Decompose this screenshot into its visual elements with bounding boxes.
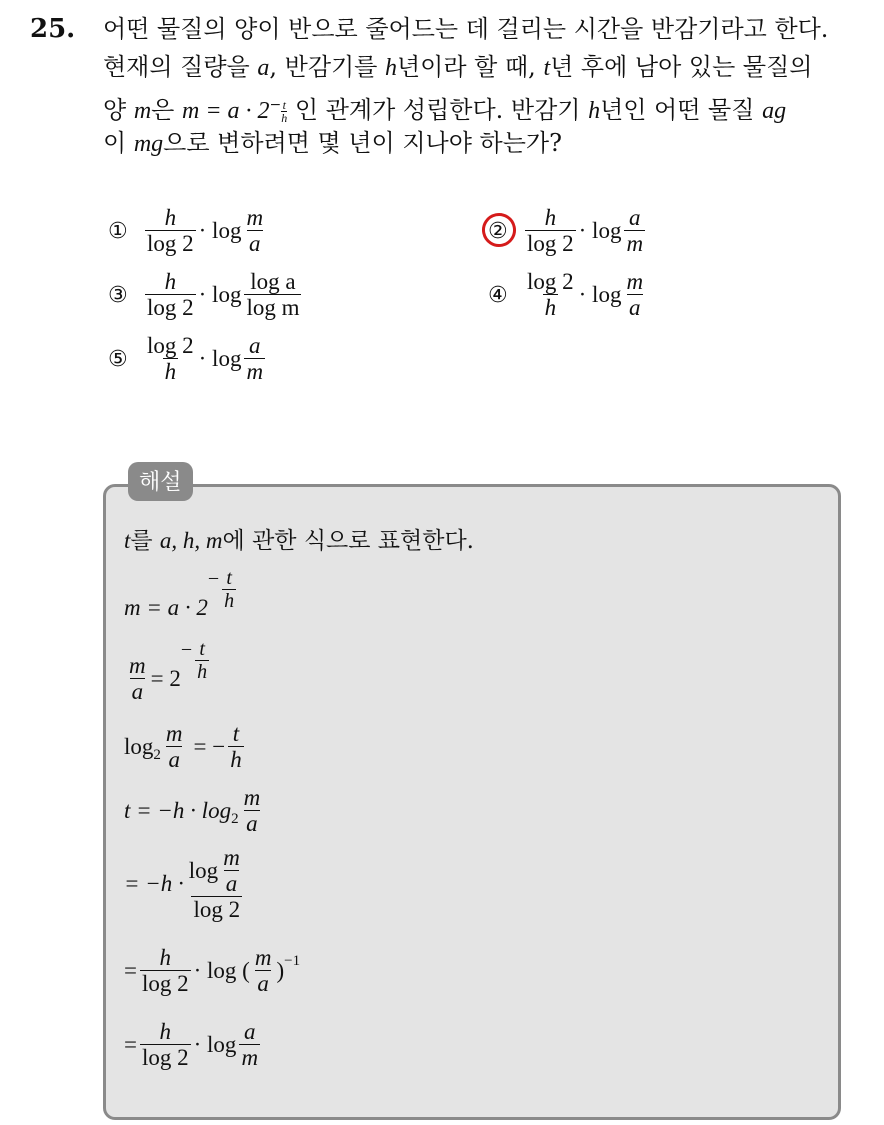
fraction xyxy=(145,270,196,320)
solution-tag: 해설 xyxy=(128,462,193,501)
text: 년이라 할 때, xyxy=(397,53,544,81)
lhs: t = −h · log xyxy=(124,798,232,824)
var-m: m xyxy=(133,98,152,124)
step-7 xyxy=(124,1020,263,1070)
selected-circle-icon xyxy=(479,210,519,250)
num: m xyxy=(223,845,240,870)
question-line-4 xyxy=(103,128,562,159)
text: , 반감기를 xyxy=(269,53,385,81)
exponent xyxy=(181,639,212,683)
fraction xyxy=(222,568,236,612)
num: h xyxy=(159,945,172,970)
log-base: 2 xyxy=(153,746,161,763)
fraction xyxy=(244,206,265,256)
question-line-3 xyxy=(103,90,786,126)
den: log 2 xyxy=(147,295,194,321)
den: a xyxy=(131,679,144,705)
choice-1[interactable] xyxy=(108,206,268,256)
text: 에 관한 식으로 표현한다. xyxy=(222,528,474,554)
text: 인 관계가 성립한다. 반감기 xyxy=(287,96,589,124)
step-5 xyxy=(124,846,250,923)
equals: = xyxy=(124,1032,137,1058)
vars: a, h, m xyxy=(159,528,223,553)
fraction xyxy=(253,946,274,996)
fraction xyxy=(525,270,576,320)
var-t: t xyxy=(124,528,131,553)
num: m xyxy=(626,269,644,294)
text: 이 xyxy=(103,129,134,157)
choice-3[interactable] xyxy=(108,270,304,320)
text: 를 xyxy=(130,528,160,554)
fraction xyxy=(221,846,242,896)
choice-5[interactable] xyxy=(108,334,268,384)
den: a xyxy=(257,971,269,997)
exponent xyxy=(208,568,239,612)
num: t xyxy=(226,567,232,589)
den: h xyxy=(281,111,288,125)
log: log xyxy=(188,858,219,884)
fraction xyxy=(525,206,576,256)
num: log a xyxy=(250,269,296,294)
operator: · log xyxy=(198,346,242,372)
operator: · log ( xyxy=(193,958,250,984)
num: h xyxy=(544,205,557,230)
num: m xyxy=(129,653,146,678)
choice-2[interactable] xyxy=(488,206,648,256)
text: 은 xyxy=(151,96,182,124)
num: a xyxy=(244,1019,256,1044)
fraction xyxy=(228,722,244,772)
num: m xyxy=(165,721,183,746)
fraction xyxy=(244,270,301,320)
den: log 2 xyxy=(141,1045,189,1071)
step-2 xyxy=(124,638,212,705)
text: 으로 변하려면 몇 년이 지나야 하는가? xyxy=(163,129,562,157)
question-number: 25. xyxy=(30,14,76,44)
var-t: t xyxy=(543,55,551,81)
var-h: h xyxy=(588,98,601,124)
fraction xyxy=(127,654,148,704)
fraction xyxy=(187,846,247,923)
den: m xyxy=(246,359,264,385)
step-4 xyxy=(124,786,265,836)
den: h xyxy=(197,661,208,684)
num xyxy=(187,846,247,896)
minus: − xyxy=(207,568,220,590)
num: t xyxy=(232,721,240,746)
den: h xyxy=(544,295,557,321)
choice-mark: ③ xyxy=(108,282,128,308)
den: log 2 xyxy=(527,231,574,257)
den: a xyxy=(246,811,258,837)
log-base: 2 xyxy=(231,810,239,827)
operator: · log xyxy=(198,282,242,308)
den: a xyxy=(168,747,180,773)
step-6 xyxy=(124,946,300,996)
step-1 xyxy=(124,567,239,630)
num: h xyxy=(159,1019,172,1044)
num: a xyxy=(249,333,261,358)
log: log xyxy=(124,734,154,760)
fraction xyxy=(164,722,185,772)
var-mg: mg xyxy=(133,131,164,157)
operator: · log xyxy=(578,218,622,244)
var-h: h xyxy=(385,55,397,81)
fraction xyxy=(239,1020,260,1070)
equals-minus: = − xyxy=(193,734,226,760)
fraction xyxy=(624,206,645,256)
num: log 2 xyxy=(147,333,194,358)
fraction xyxy=(145,334,196,384)
question-line-2 xyxy=(103,52,812,83)
formula: m = a · 2 xyxy=(182,98,270,124)
den: log m xyxy=(246,295,300,321)
num: log 2 xyxy=(527,269,574,294)
fraction xyxy=(140,1020,191,1070)
den: log 2 xyxy=(147,231,194,257)
fraction xyxy=(145,206,196,256)
num: t xyxy=(282,98,286,112)
operator: · log xyxy=(578,282,622,308)
num: t xyxy=(199,638,205,661)
den: a xyxy=(629,295,641,321)
lhs: = −h · xyxy=(124,871,184,897)
den: h xyxy=(164,359,177,385)
var-ag: ag xyxy=(762,98,787,124)
fraction xyxy=(195,639,209,683)
num: a xyxy=(629,205,641,230)
fraction xyxy=(140,946,191,996)
text: 양 xyxy=(103,96,134,124)
fraction xyxy=(244,334,265,384)
close-paren: ) xyxy=(276,958,285,984)
den: log 2 xyxy=(141,971,189,997)
solution-intro xyxy=(124,522,474,555)
text: 현재의 질량을 xyxy=(103,53,258,81)
minus: − xyxy=(269,97,282,113)
fraction xyxy=(242,786,263,836)
choice-mark: ⑤ xyxy=(108,346,128,372)
question-line-1: 어떤 물질의 양이 반으로 줄어드는 데 걸리는 시간을 반감기라고 한다. xyxy=(103,15,829,43)
num: m xyxy=(254,945,272,970)
den: log 2 xyxy=(193,897,241,923)
num: h xyxy=(164,205,177,230)
choice-mark-wrap xyxy=(488,219,522,244)
den: m xyxy=(626,231,644,257)
operator: · log xyxy=(198,218,242,244)
text: 년 후에 남아 있는 물질의 xyxy=(550,53,813,81)
rhs: = 2 xyxy=(150,666,181,692)
choice-mark: ① xyxy=(108,218,128,244)
choice-mark: ④ xyxy=(488,282,508,308)
den: m xyxy=(241,1045,259,1071)
den: h xyxy=(224,590,235,612)
equals: = xyxy=(124,958,137,984)
choice-4[interactable] xyxy=(488,270,648,320)
den: a xyxy=(249,231,261,257)
text: 년인 어떤 물질 xyxy=(600,96,763,124)
fraction xyxy=(624,270,645,320)
num: m xyxy=(246,205,264,230)
num: m xyxy=(243,785,261,810)
den: h xyxy=(230,747,242,773)
lhs: m = a · 2 xyxy=(124,595,208,620)
num: h xyxy=(164,269,177,294)
operator: · log xyxy=(193,1032,237,1058)
step-3 xyxy=(124,722,247,772)
choice-mark: ② xyxy=(488,218,508,244)
den: a xyxy=(225,871,238,897)
var-a: a xyxy=(257,55,270,81)
exponent: −1 xyxy=(284,952,301,969)
minus: − xyxy=(180,639,193,662)
